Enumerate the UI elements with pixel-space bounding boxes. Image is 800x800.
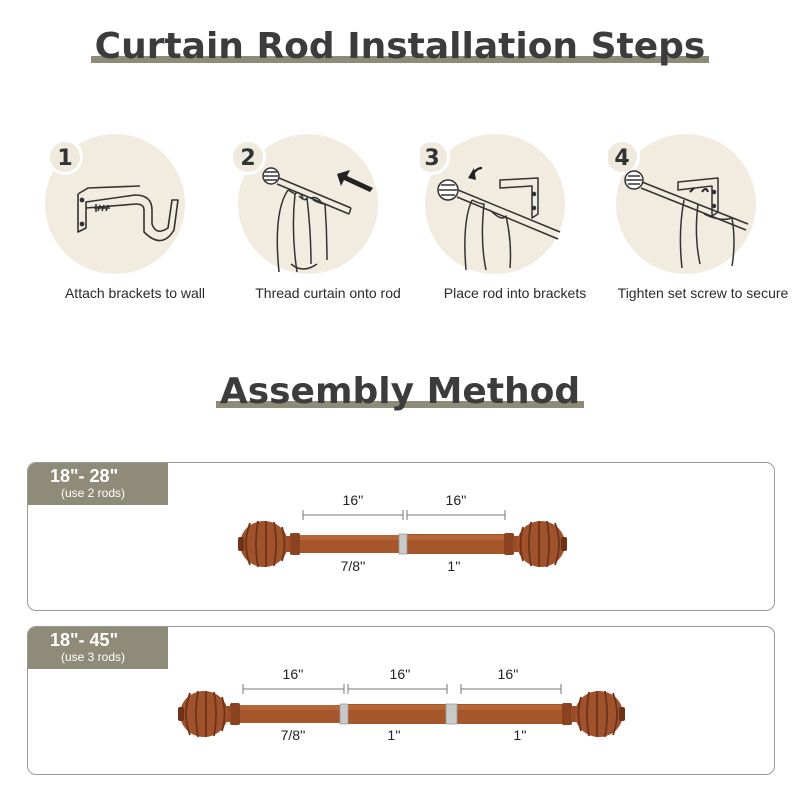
length-label: 16'' (282, 666, 304, 682)
step-4 (608, 132, 798, 302)
assembly-title: Assembly Method (218, 371, 582, 412)
assembly-option-2-rods (27, 462, 775, 611)
assembly-option-3-rods (27, 626, 775, 775)
step-3 (420, 132, 610, 302)
rod-diagram-2 (28, 463, 774, 610)
length-label: 16'' (342, 492, 364, 508)
diameter-label: 1'' (513, 727, 527, 743)
step-caption: Place rod into brackets (443, 285, 587, 301)
step-caption: Thread curtain onto rod (255, 285, 401, 301)
rod-connector (399, 534, 407, 554)
rod-connector (446, 704, 457, 724)
step-caption: Attach brackets to wall (64, 285, 206, 301)
finial-left (238, 521, 300, 567)
step-number: 3 (424, 146, 440, 171)
length-label: 16'' (497, 666, 519, 682)
diameter-label: 1'' (447, 558, 461, 574)
rod-diagram-3 (28, 627, 774, 774)
length-label: 16'' (445, 492, 467, 508)
range-label: 18"- 45" (50, 630, 119, 650)
range-label: 18"- 28" (50, 466, 119, 486)
bracket-screw-icon (40, 132, 230, 282)
step-1 (40, 132, 230, 302)
step-2 (233, 132, 423, 302)
installation-title: Curtain Rod Installation Steps (93, 26, 708, 67)
installation-heading (0, 26, 800, 67)
finial-left (178, 691, 240, 737)
finial-right (504, 521, 567, 567)
step-number: 1 (57, 146, 73, 171)
diameter-label: 7/8'' (340, 558, 366, 574)
step-number: 2 (240, 146, 256, 171)
thread-curtain-icon (233, 132, 423, 282)
rod-connector (340, 704, 348, 724)
finial-right (562, 691, 625, 737)
length-label: 16'' (389, 666, 411, 682)
range-note: (use 3 rods) (61, 650, 126, 664)
tighten-screw-icon (608, 132, 798, 282)
step-number: 4 (614, 146, 630, 171)
rod-in-bracket-icon (420, 132, 610, 282)
range-note: (use 2 rods) (61, 486, 126, 500)
assembly-heading (0, 371, 800, 412)
diameter-label: 7/8'' (280, 727, 306, 743)
step-caption: Tighten set screw to secure (617, 285, 789, 301)
diameter-label: 1'' (387, 727, 401, 743)
